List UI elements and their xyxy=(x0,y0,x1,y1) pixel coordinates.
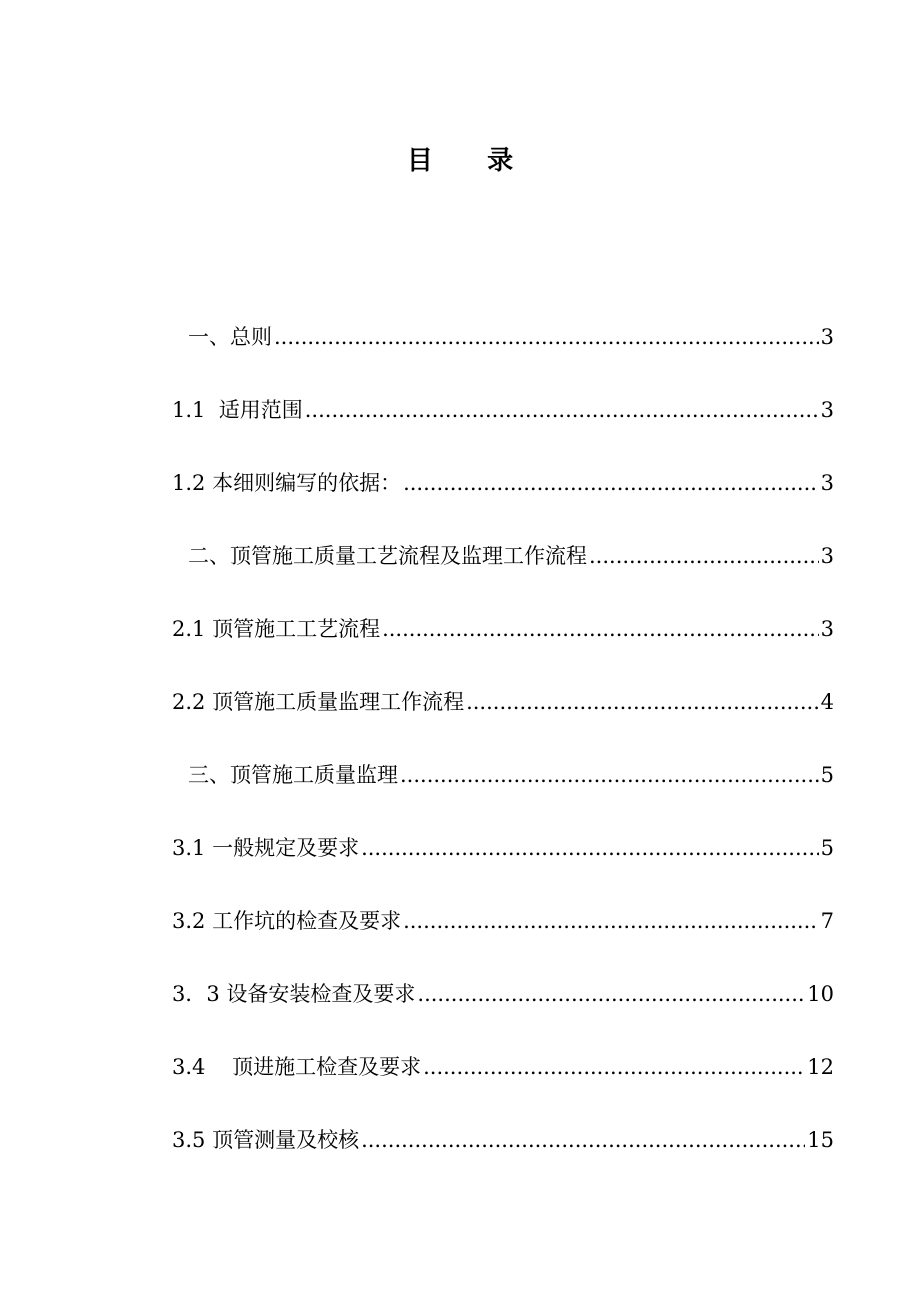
toc-entry-survey[interactable] xyxy=(172,1103,834,1176)
toc-dot-leader xyxy=(423,1047,805,1087)
toc-entry-page-number: 5 xyxy=(819,755,834,795)
toc-entry-supervision-flow[interactable] xyxy=(172,665,834,738)
toc-entry-label: 一、总则 xyxy=(172,317,274,357)
toc-entry-label: 3.1 一般规定及要求 xyxy=(172,828,361,868)
toc-entry-label: 2.1 顶管施工工艺流程 xyxy=(172,609,382,649)
toc-entry-equipment-install[interactable] xyxy=(172,957,834,1030)
toc-entry-process-flow[interactable] xyxy=(172,519,834,592)
toc-dot-leader xyxy=(361,828,819,868)
toc-dot-leader xyxy=(382,609,819,649)
toc-dot-leader xyxy=(274,317,819,357)
toc-entry-label: 1.1 适用范围 xyxy=(172,390,305,430)
toc-dot-leader xyxy=(466,682,819,722)
toc-dot-leader xyxy=(589,536,819,576)
toc-entry-page-number: 15 xyxy=(805,1120,834,1160)
toc-entry-label: 3.2 工作坑的检查及要求 xyxy=(172,901,403,941)
toc-dot-leader xyxy=(403,463,819,503)
toc-entry-page-number: 3 xyxy=(819,609,834,649)
toc-entry-basis[interactable] xyxy=(172,446,834,519)
toc-entry-page-number: 5 xyxy=(819,828,834,868)
toc-entry-page-number: 3 xyxy=(819,536,834,576)
toc-entry-label: 二、顶管施工质量工艺流程及监理工作流程 xyxy=(172,536,589,576)
toc-entry-scope[interactable] xyxy=(172,373,834,446)
toc-entry-jacking[interactable] xyxy=(172,1030,834,1103)
toc-entry-page-number: 3 xyxy=(819,463,834,503)
toc-entry-page-number: 12 xyxy=(805,1047,834,1087)
toc-entry-page-number: 3 xyxy=(819,317,834,357)
toc-dot-leader xyxy=(400,755,819,795)
toc-entry-general-rules[interactable] xyxy=(172,811,834,884)
toc-entry-label: 3.5 顶管测量及校核 xyxy=(172,1120,361,1160)
toc-entry-label: 3.4 顶进施工检查及要求 xyxy=(172,1047,423,1087)
toc-entry-construction-flow[interactable] xyxy=(172,592,834,665)
toc-dot-leader xyxy=(417,974,805,1014)
toc-entry-page-number: 7 xyxy=(819,901,834,941)
toc-entry-page-number: 4 xyxy=(819,682,834,722)
toc-entry-quality-supervision[interactable] xyxy=(172,738,834,811)
toc-entry-label: 2.2 顶管施工质量监理工作流程 xyxy=(172,682,466,722)
toc-entry-page-number: 3 xyxy=(819,390,834,430)
toc-dot-leader xyxy=(361,1120,805,1160)
toc-entry-work-pit[interactable] xyxy=(172,884,834,957)
toc-entry-label: 3．3 设备安装检查及要求 xyxy=(172,974,417,1014)
table-of-contents xyxy=(172,300,834,1176)
toc-entry-label: 1.2 本细则编写的依据： xyxy=(172,463,403,503)
page-title: 目 录 xyxy=(406,146,514,176)
toc-dot-leader xyxy=(403,901,819,941)
toc-entry-general[interactable] xyxy=(172,300,834,373)
toc-dot-leader xyxy=(305,390,819,430)
toc-entry-page-number: 10 xyxy=(805,974,834,1014)
toc-entry-label: 三、顶管施工质量监理 xyxy=(172,755,400,795)
